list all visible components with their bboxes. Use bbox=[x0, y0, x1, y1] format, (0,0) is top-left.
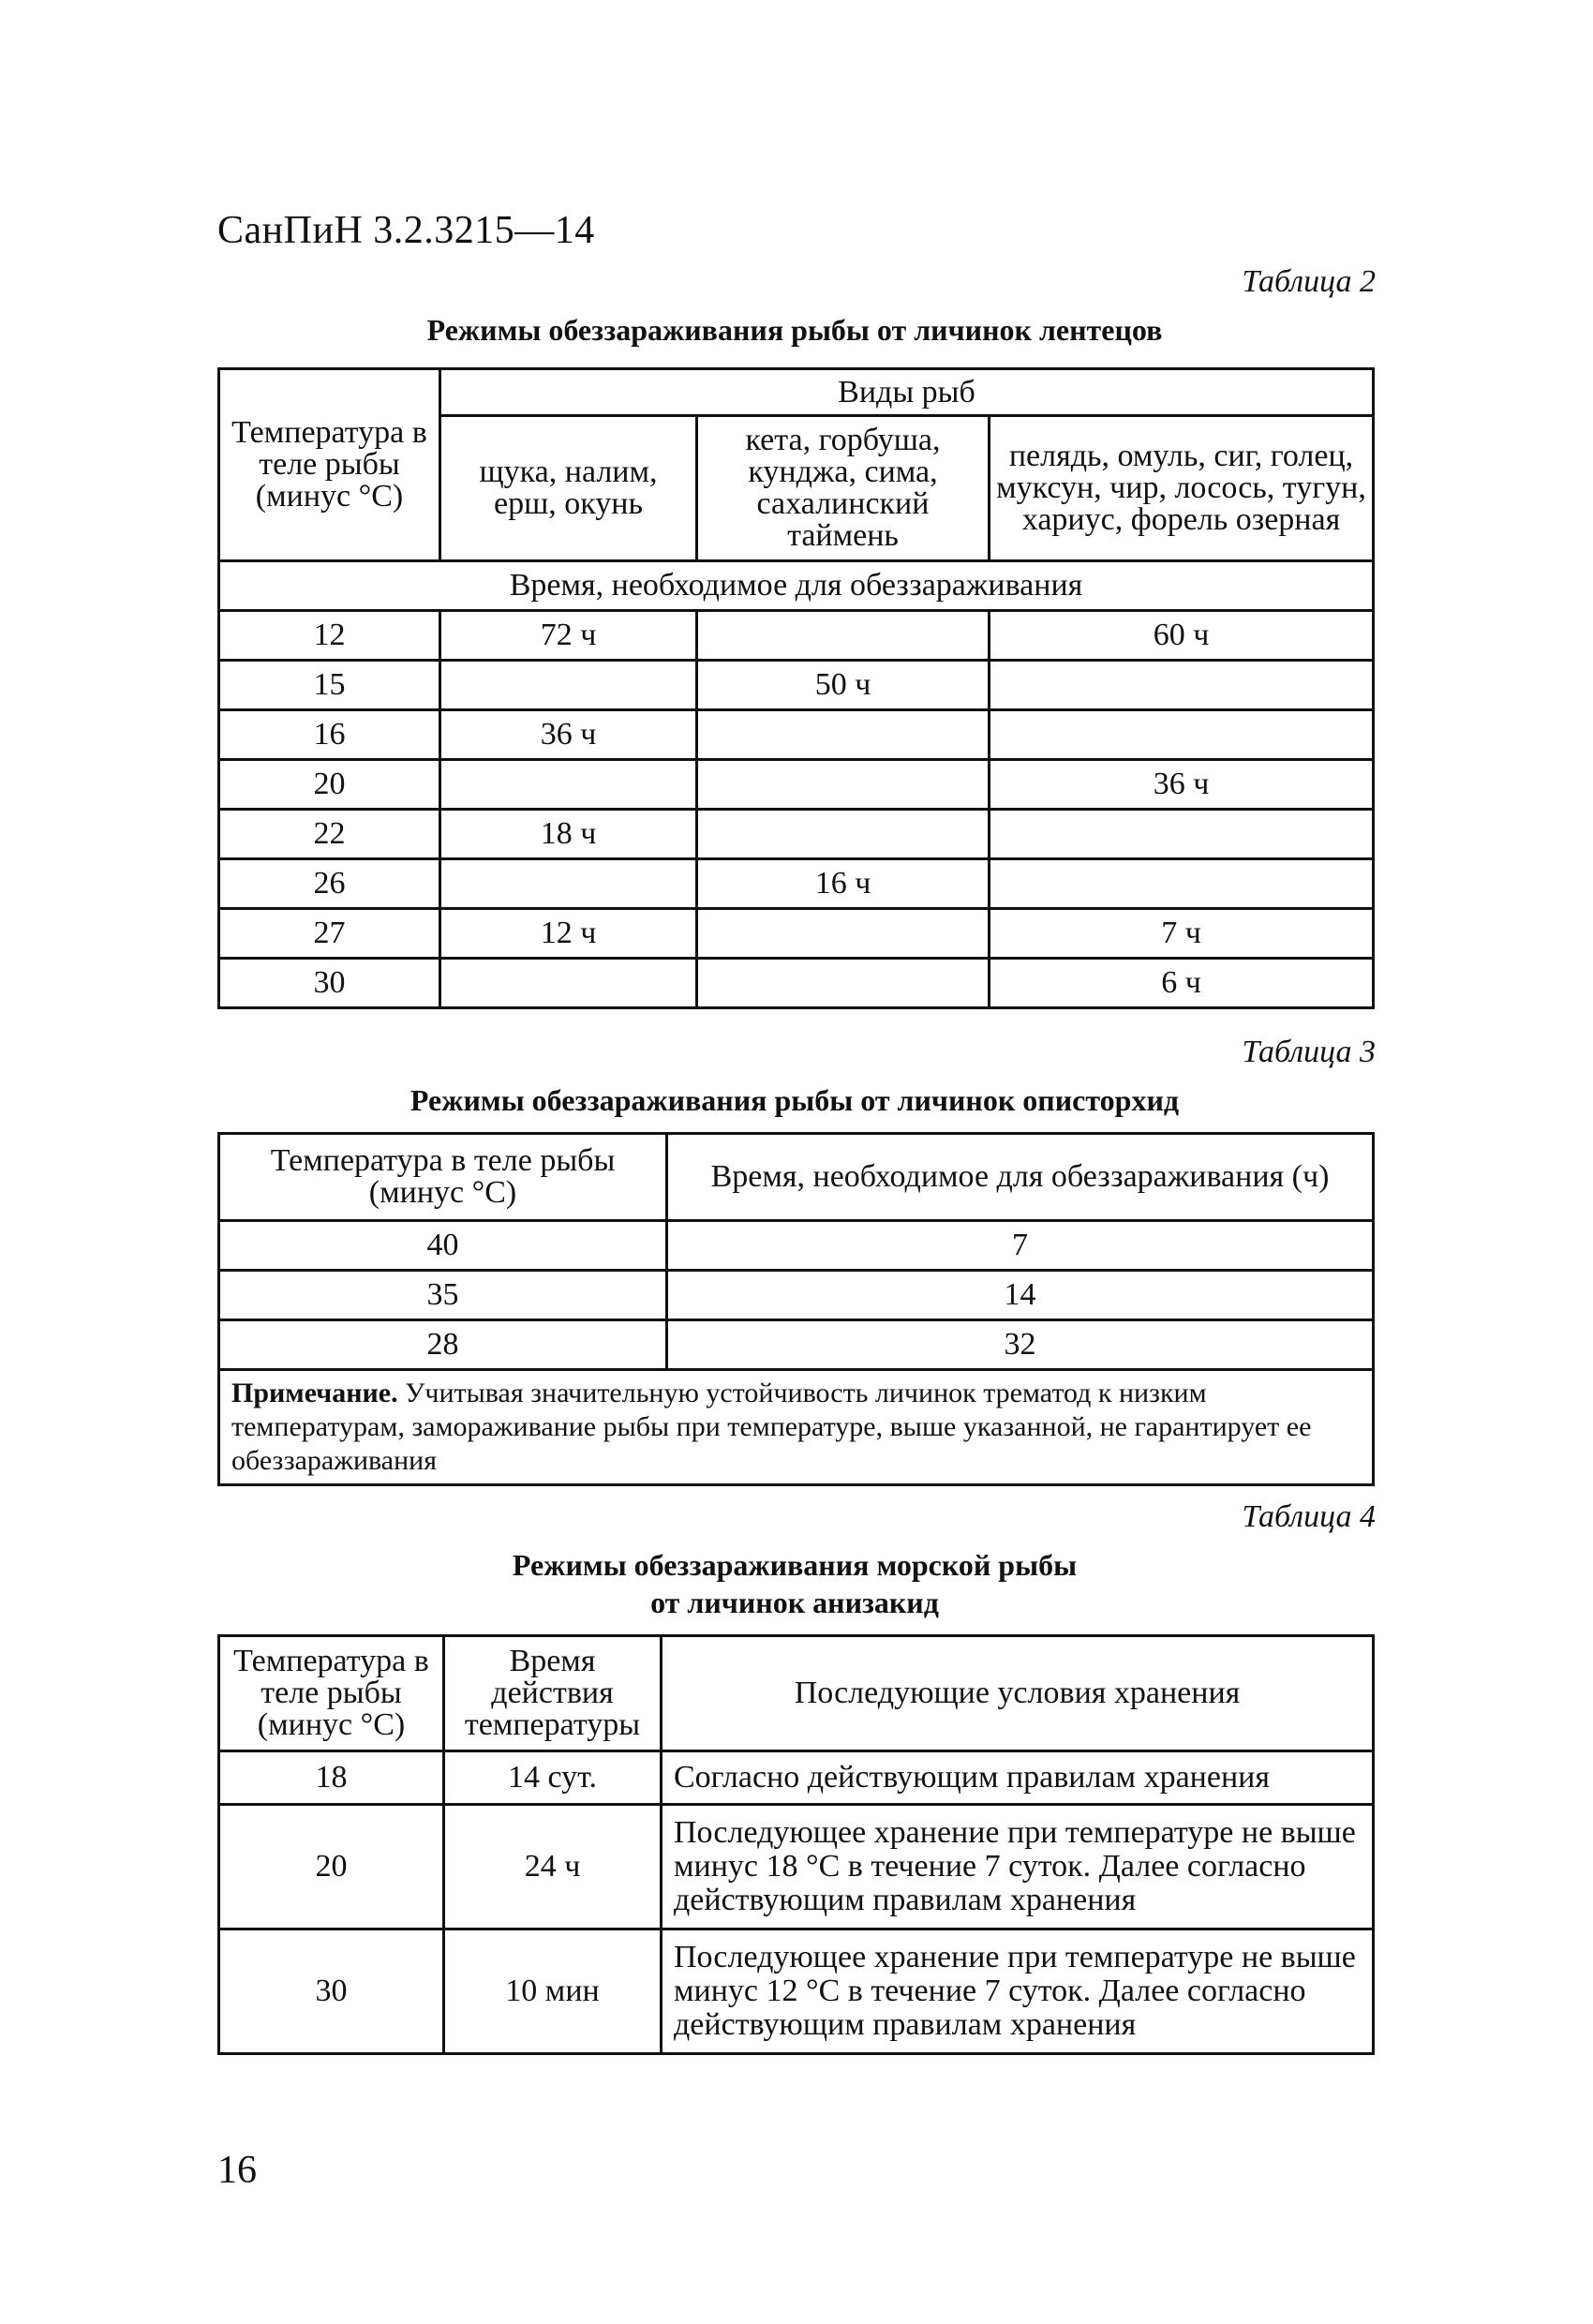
table2-subheader: Время, необходимое для обеззараживания bbox=[219, 561, 1374, 611]
time-cell: 24 ч bbox=[444, 1805, 662, 1929]
table-row bbox=[219, 1751, 1374, 1805]
time-cell bbox=[990, 859, 1374, 909]
time-cell: 50 ч bbox=[697, 661, 990, 710]
temp-cell: 12 bbox=[219, 611, 440, 661]
time-cell bbox=[697, 810, 990, 859]
table4-temp-header: Температура в теле рыбы (минус °С) bbox=[219, 1636, 444, 1751]
condition-cell: Согласно действующим правилам хранения bbox=[662, 1751, 1374, 1805]
page-number: 16 bbox=[217, 2149, 257, 2192]
temp-cell: 18 bbox=[219, 1751, 444, 1805]
table2 bbox=[217, 367, 1375, 1009]
table2-temp-header: Температура в теле рыбы (минус °С) bbox=[219, 369, 440, 561]
temp-cell: 30 bbox=[219, 959, 440, 1008]
time-cell bbox=[990, 810, 1374, 859]
time-cell bbox=[697, 909, 990, 959]
time-cell: 12 ч bbox=[440, 909, 697, 959]
table-row bbox=[219, 1805, 1374, 1929]
table4-time-header: Время действия температуры bbox=[444, 1636, 662, 1751]
table3-label: Таблица 3 bbox=[1242, 1035, 1376, 1069]
temp-cell: 16 bbox=[219, 710, 440, 760]
time-cell bbox=[440, 959, 697, 1008]
time-cell: 36 ч bbox=[990, 760, 1374, 810]
time-cell bbox=[990, 710, 1374, 760]
table3-temp-header: Температура в теле рыбы (минус °С) bbox=[219, 1134, 667, 1221]
table-row bbox=[219, 760, 1374, 810]
time-cell: 6 ч bbox=[990, 959, 1374, 1008]
table4 bbox=[217, 1634, 1375, 2055]
time-cell: 10 мин bbox=[444, 1929, 662, 2054]
time-cell: 7 bbox=[667, 1221, 1374, 1271]
temp-cell: 35 bbox=[219, 1271, 667, 1320]
table-row bbox=[219, 909, 1374, 959]
time-cell: 32 bbox=[667, 1320, 1374, 1370]
temp-cell: 15 bbox=[219, 661, 440, 710]
time-cell bbox=[440, 661, 697, 710]
table4-title-line2: от личинок анизакид bbox=[650, 1586, 939, 1619]
temp-cell: 28 bbox=[219, 1320, 667, 1370]
time-cell: 72 ч bbox=[440, 611, 697, 661]
time-cell bbox=[440, 859, 697, 909]
table3-time-header: Время, необходимое для обеззараживания (ч) bbox=[667, 1134, 1374, 1221]
document-code: СанПиН 3.2.3215—14 bbox=[217, 209, 595, 252]
note-label: Примечание. bbox=[231, 1378, 398, 1408]
table-row bbox=[219, 661, 1374, 710]
time-cell: 18 ч bbox=[440, 810, 697, 859]
temp-cell: 26 bbox=[219, 859, 440, 909]
time-cell bbox=[440, 760, 697, 810]
time-cell: 7 ч bbox=[990, 909, 1374, 959]
table-row bbox=[219, 1271, 1374, 1320]
temp-cell: 30 bbox=[219, 1929, 444, 2054]
table-row bbox=[219, 611, 1374, 661]
table-row bbox=[219, 710, 1374, 760]
table3-note bbox=[219, 1370, 1374, 1485]
temp-cell: 20 bbox=[219, 1805, 444, 1929]
temp-cell: 27 bbox=[219, 909, 440, 959]
table3-note-row bbox=[219, 1370, 1374, 1485]
note-text: Учитывая значительную устойчивость личинок трематод к низким температурам, замораживание рыбы при температуре, выше указанной, не гарантирует ее обеззараживания bbox=[231, 1378, 1312, 1476]
time-cell: 60 ч bbox=[990, 611, 1374, 661]
table2-col-header: щука, налим, ерш, окунь bbox=[440, 416, 697, 561]
time-cell: 36 ч bbox=[440, 710, 697, 760]
time-cell bbox=[697, 760, 990, 810]
table4-title-line1: Режимы обеззараживания морской рыбы bbox=[512, 1548, 1078, 1582]
table4-cond-header: Последующие условия хранения bbox=[662, 1636, 1374, 1751]
time-cell: 16 ч bbox=[697, 859, 990, 909]
table-row bbox=[219, 1320, 1374, 1370]
table2-group-header: Виды рыб bbox=[440, 369, 1374, 416]
time-cell bbox=[697, 959, 990, 1008]
temp-cell: 20 bbox=[219, 760, 440, 810]
condition-cell: Последующее хранение при температуре не выше минус 18 °С в течение 7 суток. Далее согласно действующим правилам хранения bbox=[662, 1805, 1374, 1929]
table4-label: Таблица 4 bbox=[1242, 1499, 1376, 1534]
temp-cell: 40 bbox=[219, 1221, 667, 1271]
table-row bbox=[219, 810, 1374, 859]
table4-title bbox=[217, 1546, 1372, 1621]
table3 bbox=[217, 1132, 1375, 1486]
table2-title: Режимы обеззараживания рыбы от личинок лентецов bbox=[426, 313, 1163, 347]
table2-col-header: пелядь, омуль, сиг, голец, муксун, чир, лосось, тугун, хариус, форель озерная bbox=[990, 416, 1374, 561]
table3-title: Режимы обеззараживания рыбы от личинок описторхид bbox=[409, 1083, 1180, 1117]
table2-subheader-row bbox=[219, 561, 1374, 611]
time-cell bbox=[990, 661, 1374, 710]
table2-header-row bbox=[219, 369, 1374, 416]
temp-cell: 22 bbox=[219, 810, 440, 859]
table3-header-row bbox=[219, 1134, 1374, 1221]
table2-col-header: кета, горбуша, кунджа, сима, сахалинский таймень bbox=[697, 416, 990, 561]
time-cell bbox=[697, 710, 990, 760]
time-cell bbox=[697, 611, 990, 661]
time-cell: 14 сут. bbox=[444, 1751, 662, 1805]
table-row bbox=[219, 1221, 1374, 1271]
table-row bbox=[219, 959, 1374, 1008]
table4-header-row bbox=[219, 1636, 1374, 1751]
time-cell: 14 bbox=[667, 1271, 1374, 1320]
table-row bbox=[219, 859, 1374, 909]
table2-label: Таблица 2 bbox=[1242, 264, 1376, 299]
table-row bbox=[219, 1929, 1374, 2054]
condition-cell: Последующее хранение при температуре не выше минус 12 °С в течение 7 суток. Далее согласно действующим правилам хранения bbox=[662, 1929, 1374, 2054]
